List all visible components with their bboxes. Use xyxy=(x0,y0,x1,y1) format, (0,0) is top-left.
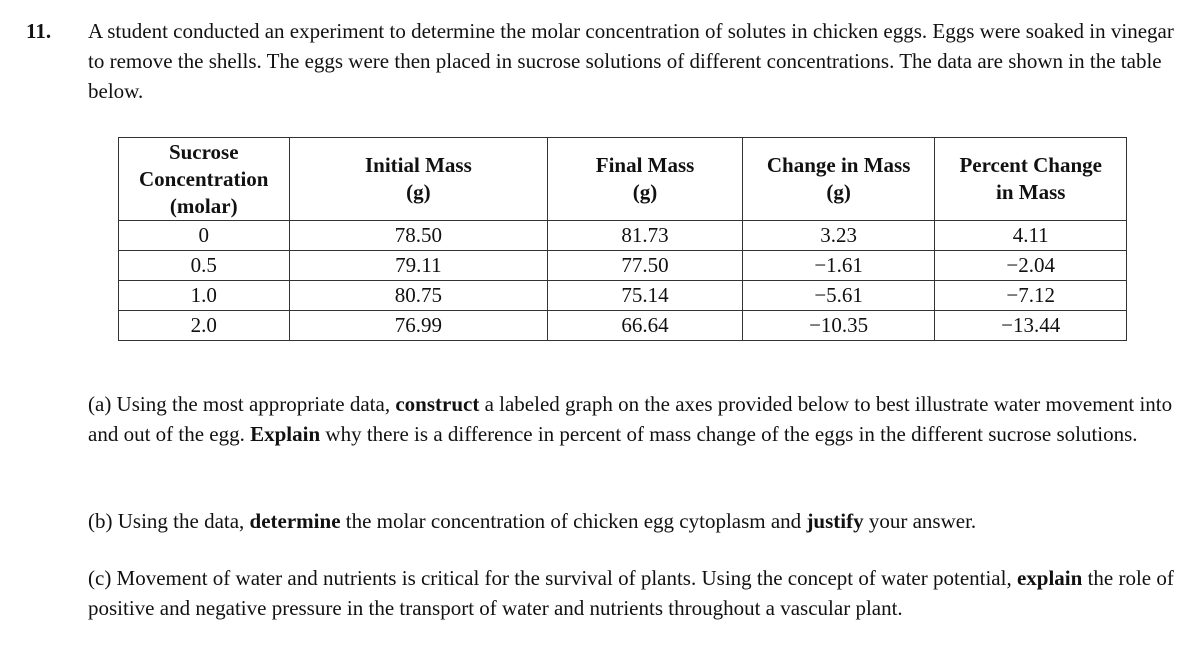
table-cell: 0 xyxy=(119,221,290,251)
table-cell: 3.23 xyxy=(742,221,935,251)
table-row xyxy=(119,311,1127,341)
header-percent-change xyxy=(935,138,1127,221)
header-line: (g) xyxy=(406,180,431,204)
table-row xyxy=(119,251,1127,281)
part-a-keyword-explain: Explain xyxy=(250,422,321,446)
question-number: 11. xyxy=(26,19,52,43)
header-line: (g) xyxy=(632,180,658,204)
part-a-text: a labeled graph on the axes provided below to best illustrate water movement into and out of the egg. xyxy=(88,392,1173,446)
table-cell: 81.73 xyxy=(548,221,743,251)
header-line: (g) xyxy=(826,180,851,204)
table-cell: 76.99 xyxy=(289,311,548,341)
part-c-keyword-explain: explain xyxy=(1016,566,1083,590)
table-cell: −13.44 xyxy=(935,311,1127,341)
part-a-text: why there is a difference in percent of mass change of the eggs in the different sucrose solutions. xyxy=(320,422,1138,446)
table-row xyxy=(119,221,1127,251)
table-row xyxy=(119,281,1127,311)
header-line: in Mass xyxy=(995,180,1066,204)
header-change-in-mass xyxy=(742,138,935,221)
header-line: Final Mass xyxy=(595,153,695,177)
table-cell: −1.61 xyxy=(742,251,935,281)
table-header-row xyxy=(119,138,1127,221)
part-b-text: your answer. xyxy=(863,509,977,533)
header-line: Concentration xyxy=(139,166,269,191)
header-line: Change in Mass xyxy=(766,153,911,177)
part-c-text: (c) Movement of water and nutrients is critical for the survival of plants. Using the concept of water potential, xyxy=(88,566,1017,590)
table-cell: 80.75 xyxy=(289,281,548,311)
part-b-text: (b) Using the data, xyxy=(88,509,250,533)
part-b-prompt xyxy=(88,506,1183,536)
table-cell: −10.35 xyxy=(742,311,935,341)
table-cell: 2.0 xyxy=(119,311,290,341)
header-line: Percent Change xyxy=(959,153,1102,177)
header-line: Initial Mass xyxy=(365,153,472,177)
table-cell: 78.50 xyxy=(289,221,548,251)
header-final-mass xyxy=(548,138,743,221)
part-b-keyword-determine: determine xyxy=(249,509,341,533)
part-c-prompt xyxy=(88,563,1183,623)
header-line: Sucrose xyxy=(168,139,239,164)
header-initial-mass xyxy=(289,138,548,221)
table-cell: 77.50 xyxy=(548,251,743,281)
table-cell: 79.11 xyxy=(289,251,548,281)
header-line: (molar) xyxy=(169,193,238,218)
part-b-keyword-justify: justify xyxy=(806,509,864,533)
question-intro: A student conducted an experiment to determine the molar concentration of solutes in chicken eggs. Eggs were soaked in vinegar to remove the shells. The eggs were then placed in sucrose solutions of different concentrations. The data are shown in the table below. xyxy=(88,19,1174,103)
table-cell: −2.04 xyxy=(935,251,1127,281)
table-cell: −5.61 xyxy=(742,281,935,311)
table-cell: 0.5 xyxy=(119,251,290,281)
table-cell: 75.14 xyxy=(548,281,743,311)
part-a-text: (a) Using the most appropriate data, xyxy=(88,392,396,416)
part-c-text: the role of positive and negative pressure in the transport of water and nutrients throughout a vascular plant. xyxy=(88,566,1174,620)
table-cell: 66.64 xyxy=(548,311,743,341)
part-b-text: the molar concentration of chicken egg cytoplasm and xyxy=(340,509,807,533)
header-sucrose-concentration xyxy=(119,138,290,221)
table-cell: −7.12 xyxy=(935,281,1127,311)
data-table xyxy=(118,137,1127,341)
table-cell: 4.11 xyxy=(935,221,1127,251)
part-a-keyword-construct: construct xyxy=(395,392,480,416)
table-cell: 1.0 xyxy=(119,281,290,311)
part-a-prompt xyxy=(88,389,1183,449)
